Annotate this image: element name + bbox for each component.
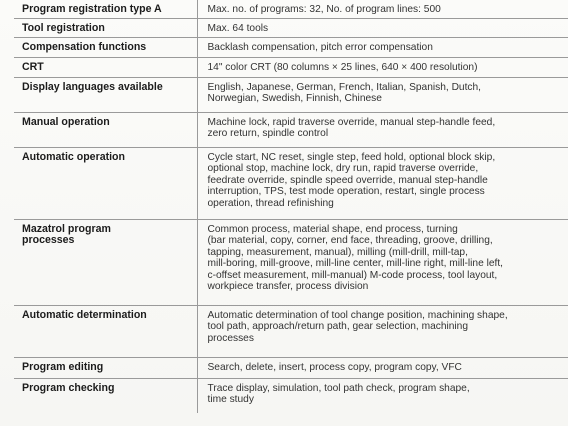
- spec-value: [197, 78, 568, 113]
- spec-label: Automatic operation: [14, 148, 197, 220]
- spec-label: Compensation functions: [14, 38, 197, 58]
- spec-value-line: Search, delete, insert, process copy, program copy, VFC: [207, 362, 462, 373]
- spec-value-line: English, Japanese, German, French, Italian, Spanish, Dutch,: [207, 82, 482, 93]
- spec-value-line: Machine lock, rapid traverse override, manual step-handle feed,: [207, 117, 496, 128]
- spec-value: [197, 113, 568, 148]
- spec-table-body: [14, 0, 568, 413]
- spec-value-line: time study: [207, 394, 254, 406]
- spec-row: [14, 306, 568, 358]
- spec-value-line: Trace display, simulation, tool path check, program shape,: [207, 383, 470, 394]
- spec-value: [197, 0, 568, 19]
- spec-value: [197, 358, 568, 379]
- spec-label-line: processes: [22, 234, 75, 247]
- spec-value-line: Cycle start, NC reset, single step, feed hold, optional block skip,: [207, 152, 496, 163]
- spec-value-line: tapping, measurement, manual), milling (mill-drill, mill-tap,: [207, 246, 468, 258]
- spec-value: [197, 306, 568, 358]
- spec-value-line: Automatic determination of tool change position, machining shape,: [207, 310, 508, 321]
- spec-table: [14, 0, 568, 413]
- spec-row: [14, 148, 568, 220]
- spec-row: [14, 358, 568, 379]
- spec-value-line: zero return, spindle control: [207, 128, 329, 140]
- spec-value: [197, 58, 568, 78]
- spec-value-line: interruption, TPS, test mode operation, restart, single process: [207, 186, 485, 198]
- spec-value: [197, 379, 568, 413]
- spec-value-line: Max. 64 tools: [207, 23, 269, 34]
- spec-value-line: workpiece transfer, process division: [207, 281, 369, 293]
- spec-value: [197, 19, 568, 38]
- spec-value: [197, 38, 568, 58]
- spec-value-line: mill-boring, mill-groove, mill-line center, mill-line right, mill-line left,: [207, 258, 504, 270]
- spec-value-line: feedrate override, spindle speed override, manual step-handle: [207, 174, 488, 186]
- spec-label: CRT: [14, 58, 197, 78]
- spec-value-line: c-offset measurement, mill-manual) M-code process, tool layout,: [207, 269, 498, 281]
- spec-label: Program checking: [14, 379, 197, 413]
- spec-value-line: Max. no. of programs: 32, No. of program lines: 500: [207, 4, 441, 15]
- spec-row: [14, 58, 568, 78]
- spec-value-line: processes: [207, 332, 254, 344]
- spec-row: [14, 78, 568, 113]
- spec-value-line: Backlash compensation, pitch error compensation: [207, 42, 433, 53]
- spec-label: Automatic determination: [14, 306, 197, 358]
- spec-value-line: optional stop, machine lock, dry run, rapid traverse override,: [207, 163, 479, 175]
- spec-row: [14, 113, 568, 148]
- spec-label: Display languages available: [14, 78, 197, 113]
- spec-value-line: operation, thread refinishing: [207, 197, 334, 209]
- spec-label: Program editing: [14, 358, 197, 379]
- spec-label: Program registration type A: [14, 0, 197, 19]
- spec-label: Tool registration: [14, 19, 197, 38]
- spec-row: [14, 38, 568, 58]
- spec-row: [14, 0, 568, 19]
- spec-label-line: Mazatrol program: [22, 223, 111, 235]
- spec-row: [14, 379, 568, 413]
- spec-value-line: Common process, material shape, end process, turning: [207, 224, 458, 235]
- spec-value-line: Norwegian, Swedish, Finnish, Chinese: [207, 93, 382, 105]
- spec-value: [197, 148, 568, 220]
- spec-value: [197, 220, 568, 306]
- spec-value-line: 14" color CRT (80 columns × 25 lines, 640 × 400 resolution): [207, 62, 478, 73]
- spec-value-line: (bar material, copy, corner, end face, threading, groove, drilling,: [207, 235, 493, 247]
- spec-row: [14, 220, 568, 306]
- spec-row: [14, 19, 568, 38]
- spec-value-line: tool path, approach/return path, gear selection, machining: [207, 321, 469, 333]
- spec-label: Manual operation: [14, 113, 197, 148]
- spec-label: [14, 220, 197, 306]
